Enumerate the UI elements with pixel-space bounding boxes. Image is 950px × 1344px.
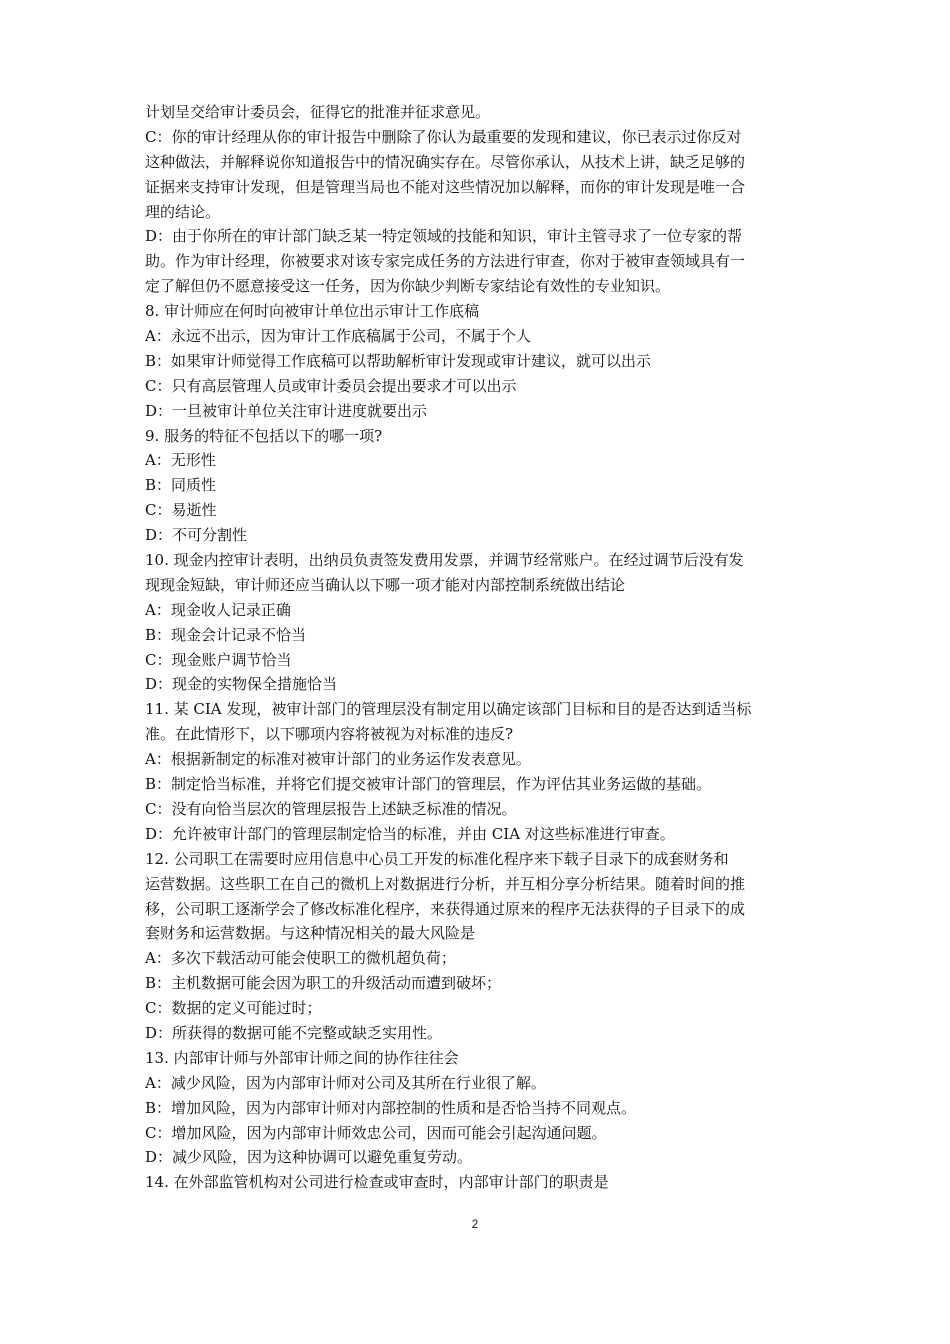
text-line: 9. 服务的特征不包括以下的哪一项? <box>145 426 383 445</box>
text-line: D：所获得的数据可能不完整或缺乏实用性。 <box>145 1023 443 1042</box>
text-line: C：增加风险，因为内部审计师效忠公司，因而可能会引起沟通问题。 <box>145 1123 607 1142</box>
text-line: 助。作为审计经理，你被要求对该专家完成任务的方法进行审查，你对于被审查领域具有一 <box>145 252 746 271</box>
text-line: 8. 审计师应在何时向被审计单位出示审计工作底稿 <box>145 302 480 321</box>
text-line: B：同质性 <box>145 476 217 495</box>
text-line: B：现金会计记录不恰当 <box>145 625 307 644</box>
text-line: A：现金收人记录正确 <box>145 600 291 619</box>
text-line: 定了解但仍不愿意接受这一任务，因为你缺少判断专家结论有效性的专业知识。 <box>145 277 671 296</box>
text-line: 证据来支持审计发现，但是管理当局也不能对这些情况加以解释，而你的审计发现是唯一合 <box>145 177 746 196</box>
text-line: 运营数据。这些职工在自己的微机上对数据进行分析，并互相分享分析结果。随着时间的推 <box>145 874 746 893</box>
text-line: D：减少风险，因为这种协调可以避免重复劳动。 <box>145 1148 473 1167</box>
text-line: A：无形性 <box>145 451 216 470</box>
text-line: C：易逝性 <box>145 501 217 520</box>
text-line: C：现金账户调节恰当 <box>145 650 292 669</box>
page-number: 2 <box>471 1217 479 1231</box>
text-line: 14. 在外部监管机构对公司进行检查或审查时，内部审计部门的职责是 <box>145 1173 609 1192</box>
text-line: 10. 现金内控审计表明，出纳员负责签发费用发票，并调节经常账户。在经过调节后没有发 <box>145 551 744 570</box>
text-line: C：只有高层管理人员或审计委员会提出要求才可以出示 <box>145 376 517 395</box>
document-body <box>145 100 813 1195</box>
text-line: 理的结论。 <box>145 202 221 221</box>
text-line: C：没有向恰当层次的管理层报告上述缺乏标准的情况。 <box>145 799 517 818</box>
text-line: B：如果审计师觉得工作底稿可以帮助解析审计发现或审计建议，就可以出示 <box>145 351 652 370</box>
text-line: A：根据新制定的标准对被审计部门的业务运作发表意见。 <box>145 750 531 769</box>
text-line: D：允许被审计部门的管理层制定恰当的标准，并由 CIA 对这些标准进行审查。 <box>145 824 675 843</box>
text-line: 12. 公司职工在需要时应用信息中心员工开发的标准化程序来下载子目录下的成套财务和 <box>145 849 729 868</box>
text-line: 这种做法，并解释说你知道报告中的情况确实存在。尽管你承认，从技术上讲，缺乏足够的 <box>145 152 746 171</box>
text-line: C：数据的定义可能过时； <box>145 999 322 1018</box>
text-line: D：由于你所在的审计部门缺乏某一特定领域的技能和知识，审计主管寻求了一位专家的帮 <box>145 227 743 246</box>
text-line: D：现金的实物保全措施恰当 <box>145 675 338 694</box>
text-line: B：制定恰当标准，并将它们提交被审计部门的管理层，作为评估其业务运做的基础。 <box>145 775 712 794</box>
text-line: B：主机数据可能会因为职工的升级活动而遭到破坏； <box>145 974 502 993</box>
text-line: D：不可分割性 <box>145 526 248 545</box>
text-line: A：多次下载活动可能会使职工的微机超负荷； <box>145 949 456 968</box>
text-line: B：增加风险，因为内部审计师对内部控制的性质和是否恰当持不同观点。 <box>145 1098 637 1117</box>
text-line: A：永远不出示，因为审计工作底稿属于公司，不属于个人 <box>145 327 531 346</box>
text-line: 移，公司职工逐渐学会了修改标准化程序，来获得通过原来的程序无法获得的子目录下的成 <box>145 899 746 918</box>
text-line: 准。在此情形下，以下哪项内容将被视为对标准的违反? <box>145 725 514 744</box>
text-line: 13. 内部审计师与外部审计师之间的协作往往会 <box>145 1048 459 1067</box>
text-line: D：一旦被审计单位关注审计进度就要出示 <box>145 401 428 420</box>
text-line: C：你的审计经理从你的审计报告中删除了你认为最重要的发现和建议，你已表示过你反对 <box>145 127 742 146</box>
text-line: 11. 某 CIA 发现，被审计部门的管理层没有制定用以确定该部门目标和目的是否达到适当标 <box>145 700 752 719</box>
text-line: 计划呈交给审计委员会，征得它的批准并征求意见。 <box>145 103 491 121</box>
text-line: A：减少风险，因为内部审计师对公司及其所在行业很了解。 <box>145 1073 546 1092</box>
text-line: 现现金短缺，审计师还应当确认以下哪一项才能对内部控制系统做出结论 <box>145 575 626 594</box>
text-line: 套财务和运营数据。与这种情况相关的最大风险是 <box>145 924 476 943</box>
